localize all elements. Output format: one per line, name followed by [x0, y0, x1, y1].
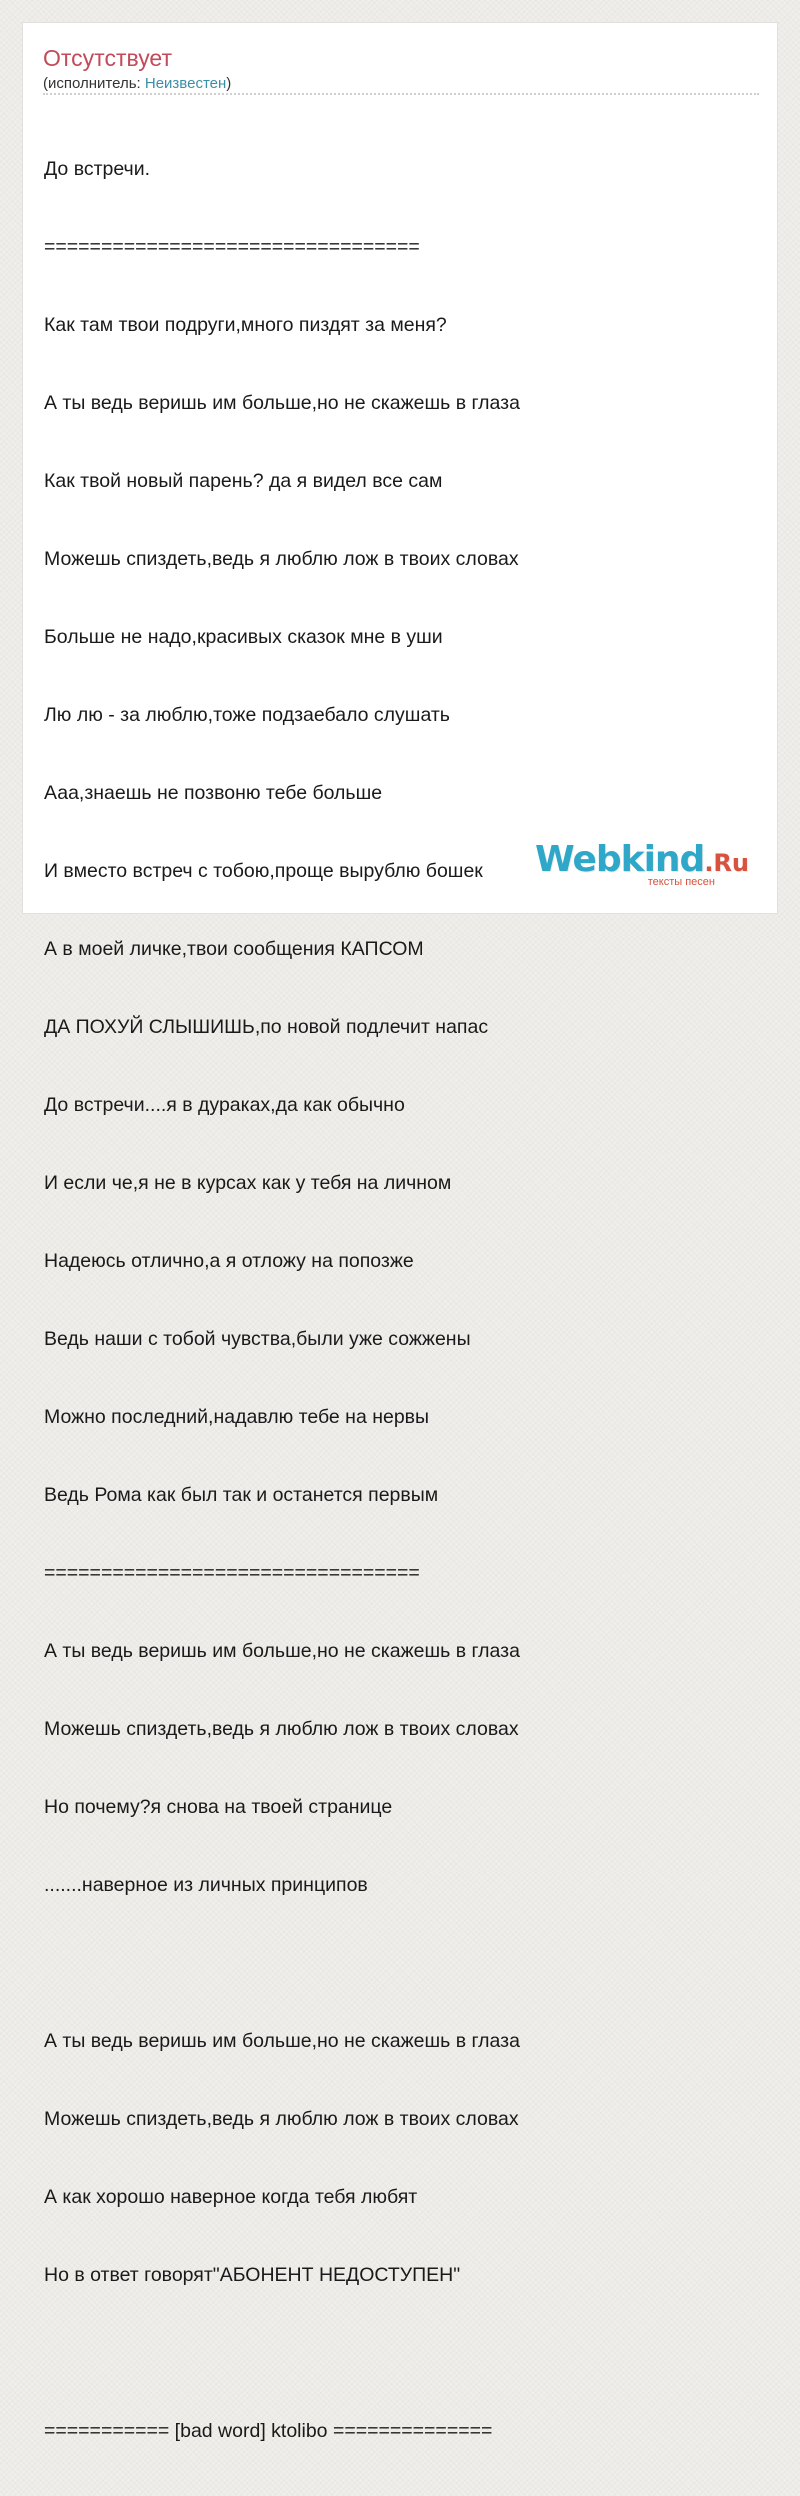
watermark-tagline: тексты песен — [647, 876, 715, 888]
artist-line — [43, 73, 759, 95]
artist-suffix: ) — [226, 75, 232, 92]
lyric-line: Ведь Рома как был так и останется первым — [44, 1484, 439, 1506]
lyric-line: ================================= — [44, 236, 420, 258]
lyric-line: И вместо встреч с тобою,проще вырублю бошек — [44, 860, 483, 882]
lyric-line: =========== [bad word] ktolibo ============== — [44, 2420, 493, 2442]
lyric-line: А ты ведь веришь им больше,но не скажешь в глаза — [44, 2030, 520, 2052]
song-title: Отсутствует — [43, 45, 172, 71]
lyric-line: Больше не надо,красивых сказок мне в уши — [44, 626, 443, 648]
watermark-tld: .Ru — [704, 849, 749, 877]
lyric-line: А как хорошо наверное когда тебя любят — [44, 2186, 418, 2208]
artist-link[interactable]: Неизвестен — [144, 75, 227, 92]
song-header — [43, 43, 759, 95]
lyric-line: А в моей личке,твои сообщения КАПСОМ — [44, 938, 424, 960]
lyrics-text — [44, 104, 764, 2496]
lyric-line: Лю лю - за люблю,тоже подзаебало слушать — [44, 704, 450, 726]
lyric-line — [44, 1950, 764, 1976]
lyric-line: Можешь спиздеть,ведь я люблю лож в твоих словах — [44, 548, 519, 570]
watermark-brand: Webkind — [535, 839, 705, 880]
watermark-logo — [529, 841, 749, 882]
site-watermark — [529, 841, 749, 891]
lyric-line: А ты ведь веришь им больше,но не скажешь в глаза — [44, 1640, 520, 1662]
lyric-line: До встречи. — [44, 158, 151, 180]
lyric-line: ДА ПОХУЙ СЛЫШИШЬ,по новой подлечит напас — [44, 1016, 489, 1038]
lyric-line: И если че,я не в курсах как у тебя на личном — [44, 1172, 452, 1194]
lyric-line: Ведь наши с тобой чувства,были уже сожжены — [44, 1328, 471, 1350]
lyric-line: Можешь спиздеть,ведь я люблю лож в твоих словах — [44, 2108, 519, 2130]
lyric-line: Можешь спиздеть,ведь я люблю лож в твоих словах — [44, 1718, 519, 1740]
lyric-line: Но почему?я снова на твоей странице — [44, 1796, 393, 1818]
lyric-line: Но в ответ говорят"АБОНЕНТ НЕДОСТУПЕН" — [44, 2264, 461, 2286]
lyric-line: Как твой новый парень? да я видел все сам — [44, 470, 443, 492]
lyric-line: .......наверное из личных принципов — [44, 1874, 368, 1896]
lyric-line: Ааа,знаешь не позвоню тебе больше — [44, 782, 383, 804]
header-divider — [43, 93, 759, 95]
lyric-line: А ты ведь веришь им больше,но не скажешь в глаза — [44, 392, 520, 414]
lyric-line: Как там твои подруги,много пиздят за меня? — [44, 314, 447, 336]
lyric-line: Можно последний,надавлю тебе на нервы — [44, 1406, 430, 1428]
lyrics-card — [22, 22, 778, 2442]
lyric-line: ================================= — [44, 1562, 420, 1584]
lyric-line: До встречи....я в дураках,да как обычно — [44, 1094, 405, 1116]
lyric-line — [44, 2340, 764, 2366]
artist-prefix: (исполнитель: — [43, 75, 145, 92]
lyric-line: Надеюсь отлично,а я отложу на попозже — [44, 1250, 414, 1272]
